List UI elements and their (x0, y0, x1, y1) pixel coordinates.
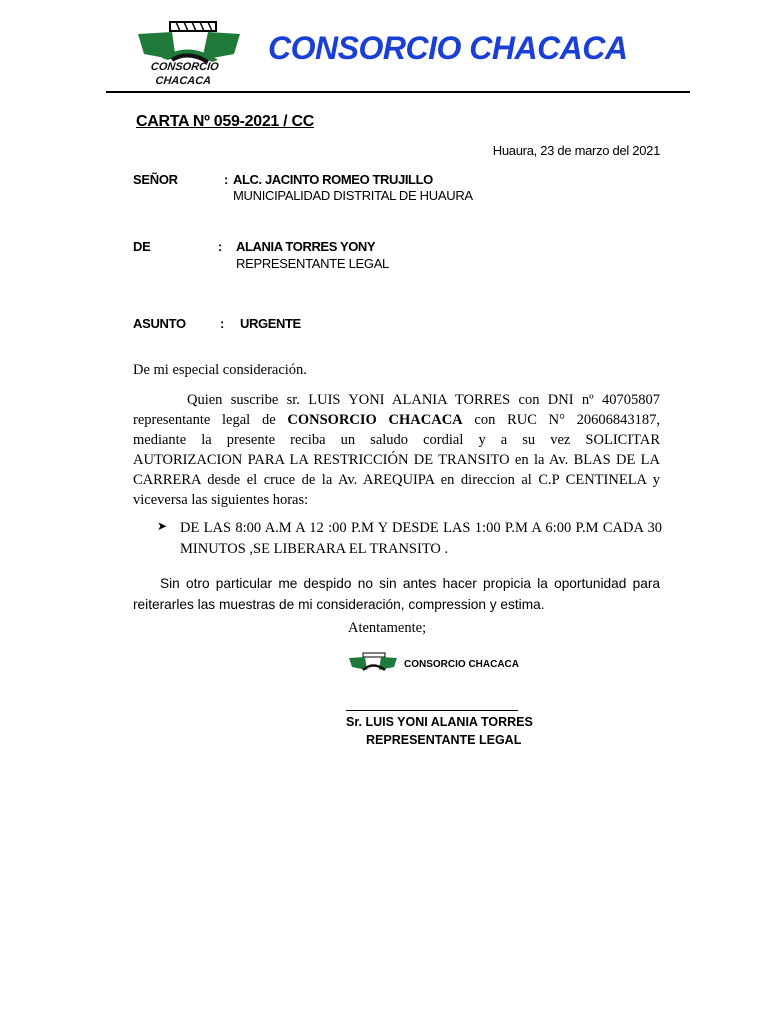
body-text: con RUC N° 20606843187, (462, 412, 660, 428)
sender-name: ALANIA TORRES YONY (236, 239, 376, 254)
company-title: CONSORCIO CHACACA (268, 30, 628, 66)
greeting: De mi especial consideración. (133, 362, 307, 378)
body-text: representante legal de (133, 412, 288, 428)
body-line: viceversa las siguientes horas: (133, 492, 309, 508)
closing-paragraph (133, 573, 660, 615)
senor-colon: : (224, 172, 229, 187)
bullet-line: MINUTOS ,SE LIBERARA EL TRANSITO . (180, 541, 449, 557)
company-name-bold: CONSORCIO CHACACA (287, 412, 463, 428)
logo-caption-line2: CHACACA (154, 75, 212, 87)
senor-label: SEÑOR (133, 172, 178, 187)
bullet-line: DE LAS 8:00 A.M A 12 :00 P.M Y DESDE LAS 1:00 P.M A 6:00 P.M CADA 30 (180, 520, 662, 536)
recipient-name: ALC. JACINTO ROMEO TRUJILLO (233, 172, 433, 187)
asunto-colon: : (220, 316, 225, 331)
asunto-label: ASUNTO (133, 316, 186, 331)
logo-caption (131, 60, 238, 88)
sign-off: Atentamente; (348, 620, 427, 636)
letter-date: Huaura, 23 de marzo del 2021 (492, 143, 660, 158)
letter-body (133, 360, 660, 510)
signature-line (346, 710, 518, 711)
closing-line: Sin otro particular me despido no sin antes hacer propicia la oportunidad para (160, 576, 660, 591)
header-divider (106, 91, 690, 93)
signatory-name: Sr. LUIS YONI ALANIA TORRES (346, 715, 533, 729)
body-line: AUTORIZACION PARA LA RESTRICCIÓN DE TRANSITO en la Av. BLAS DE LA (133, 452, 660, 468)
schedule-bullet (180, 518, 662, 560)
closing-line: reiterarles las muestras de mi consideración, compression y estima. (133, 597, 545, 612)
subject-value: URGENTE (240, 316, 301, 331)
recipient-organization: MUNICIPALIDAD DISTRITAL DE HUAURA (233, 188, 473, 203)
bullet-arrow-icon: ➤ (157, 519, 168, 533)
body-line (133, 410, 660, 430)
sender-role: REPRESENTANTE LEGAL (236, 256, 389, 271)
stamp-logo-icon (347, 652, 399, 674)
signatory-role: REPRESENTANTE LEGAL (366, 733, 522, 747)
de-colon: : (218, 239, 223, 254)
de-label: DE (133, 239, 151, 254)
body-line: mediante la presente reciba un saludo cordial y a su vez SOLICITAR (133, 432, 660, 448)
body-line: CARRERA desde el cruce de la Av. AREQUIPA en direccion al C.P CENTINELA y (133, 472, 660, 488)
stamp-text: CONSORCIO CHACACA (404, 659, 519, 670)
body-line: Quien suscribe sr. LUIS YONI ALANIA TORRES con DNI nº 40705807 (187, 392, 660, 408)
letter-reference: CARTA Nº 059-2021 / CC (136, 113, 314, 130)
logo-caption-line1: CONSORCIO (150, 61, 220, 73)
